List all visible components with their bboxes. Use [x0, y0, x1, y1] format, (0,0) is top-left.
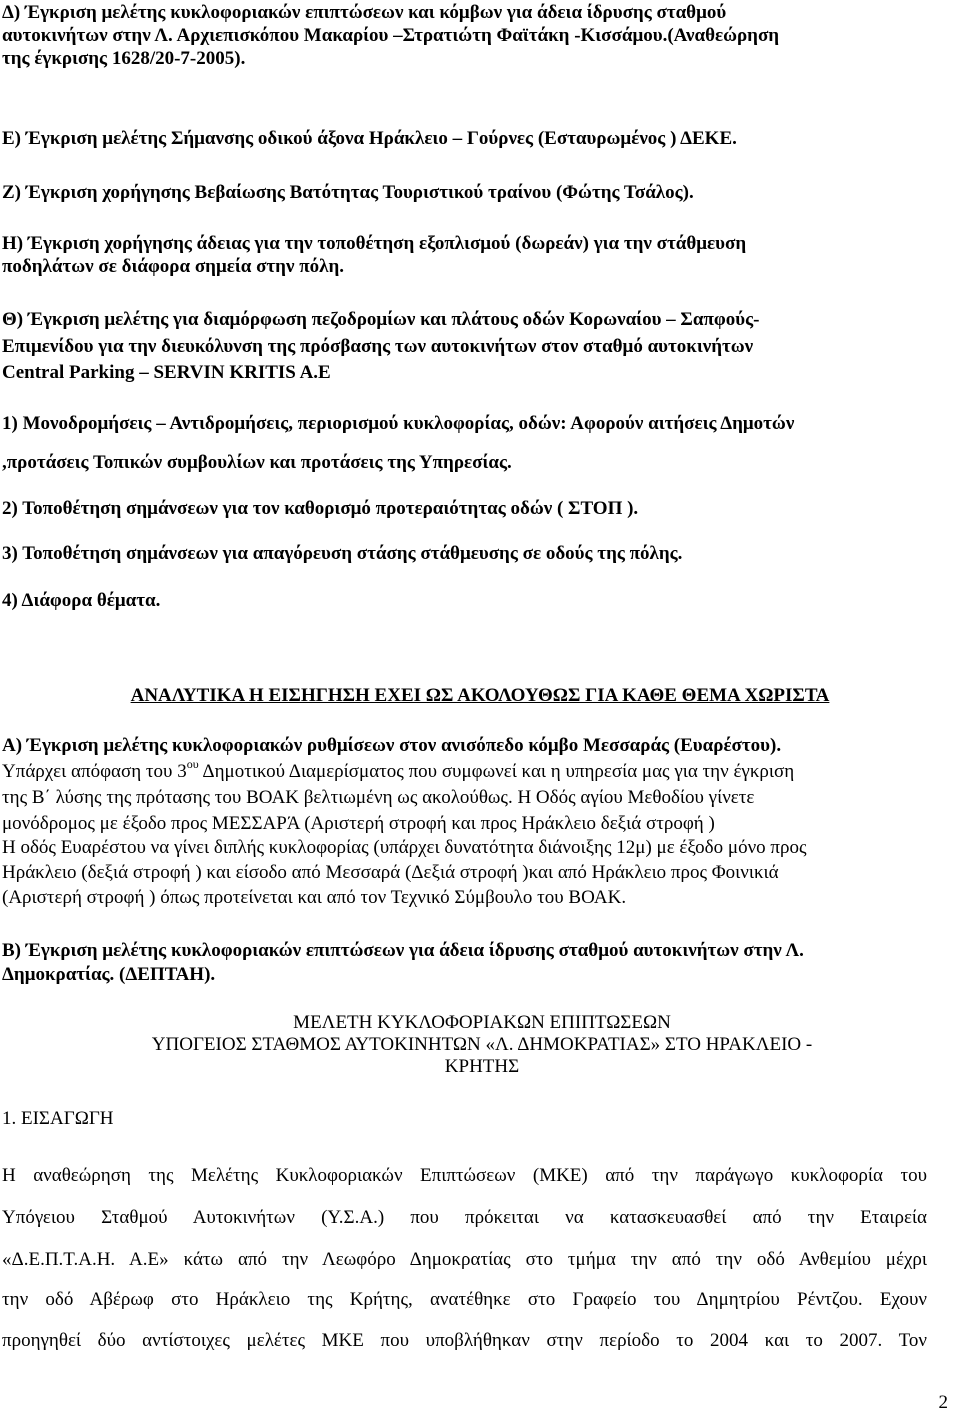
item-3: 3) Τοποθέτηση σημάνσεων για απαγόρευση στάσης στάθμευσης σε οδούς της πόλης. [2, 543, 683, 564]
study-title-line-2: ΥΠΟΓΕΙΟΣ ΣΤΑΘΜΟΣ ΑΥΤΟΚΙΝΗΤΩΝ «Λ. ΔΗΜΟΚΡΑΤΙΑΣ» ΣΤΟ ΗΡΑΚΛΕΙΟ - [151, 1034, 813, 1055]
item-1-line-2: ,προτάσεις Τοπικών συμβουλίων και προτάσεις της Υπηρεσίας. [2, 452, 512, 473]
section-b-title-line-1: Β) Έγκριση μελέτης κυκλοφοριακών επιπτώσεων για άδεια ίδρυσης σταθμού αυτοκινήτων στην Λ. [2, 940, 804, 961]
body-line-2: Υπόγειου Σταθμού Αυτοκινήτων (Υ.Σ.Α.) που πρόκειται να κατασκευασθεί από την Εταιρεία [2, 1207, 927, 1228]
item-z: Ζ) Έγκριση χορήγησης Βεβαίωσης Βατότητας Τουριστικού τραίνου (Φώτης Τσάλος). [2, 182, 694, 203]
item-th-line-2: Επιμενίδου για την διευκόλυνση της πρόσβασης των αυτοκινήτων στον σταθμό αυτοκινήτων [2, 336, 754, 357]
item-h-line-1: Η) Έγκριση χορήγησης άδειας για την τοποθέτηση εξοπλισμού (δωρεάν) για την στάθμευση [2, 233, 747, 254]
item-th-line-3: Central Parking – SERVIN KRITIS A.E [2, 362, 331, 383]
intro-heading: 1. ΕΙΣΑΓΩΓΗ [2, 1108, 114, 1129]
section-a-line-1 [2, 757, 795, 783]
item-2: 2) Τοποθέτηση σημάνσεων για τον καθορισμό προτεραιότητας οδών ( ΣΤΟΠ ). [2, 498, 639, 519]
item-d-line-2: αυτοκινήτων στην Λ. Αρχιεπισκόπου Μακαρίου –Στρατιώτη Φαϊτάκη -Κισσάμου.(Αναθεώρηση [2, 25, 780, 46]
item-th-line-1: Θ) Έγκριση μελέτης για διαμόρφωση πεζοδρομίων και πλάτους οδών Κορωναίου – Σαπφούς- [2, 309, 760, 330]
section-heading: ΑΝΑΛΥΤΙΚΑ Η ΕΙΣΗΓΗΣΗ ΕΧΕΙ ΩΣ ΑΚΟΛΟΥΘΩΣ ΓΙΑ ΚΑΘΕ ΘΕΜΑ ΧΩΡΙΣΤΑ [130, 685, 830, 706]
section-a-line-3: μονόδρομος με έξοδο προς ΜΕΣΣΑΡΆ (Αριστερή στροφή και προς Ηράκλειο δεξιά στροφή ) [2, 813, 715, 834]
item-4: 4) Διάφορα θέματα. [2, 590, 161, 611]
item-h-line-2: ποδηλάτων σε διάφορα σημεία στην πόλη. [2, 256, 344, 277]
section-a-line-6: (Αριστερή στροφή ) όπως προτείνεται και από τον Τεχνικό Σύμβουλο του ΒΟΑΚ. [2, 887, 627, 908]
section-b-title-line-2: Δημοκρατίας. (ΔΕΠΤΑΗ). [2, 964, 216, 985]
item-e: Ε) Έγκριση μελέτης Σήμανσης οδικού άξονα Ηράκλειο – Γούρνες (Εσταυρωμένος ) ΔΕΚΕ. [2, 128, 737, 149]
item-d-line-3: της έγκρισης 1628/20-7-2005). [2, 48, 246, 69]
body-line-5: προηγηθεί δύο αντίστοιχες μελέτες ΜΚΕ που υποβλήθηκαν στην περίοδο το 2004 και το 2007. Τον [2, 1330, 927, 1351]
study-title-line-3: ΚΡΗΤΗΣ [444, 1056, 520, 1077]
study-title-line-1: ΜΕΛΕΤΗ ΚΥΚΛΟΦΟΡΙΑΚΩΝ ΕΠΙΠΤΩΣΕΩΝ [293, 1012, 671, 1033]
section-a-line-2: της Β΄ λύσης της πρότασης του ΒΟΑΚ βελτιωμένη ως ακολούθως. Η Οδός αγίου Μεθοδίου γίνετε [2, 787, 755, 808]
section-a-title: Α) Έγκριση μελέτης κυκλοφοριακών ρυθμίσεων στον ανισόπεδο κόμβο Μεσσαράς (Ευαρέστου). [2, 735, 782, 756]
body-line-1: Η αναθεώρηση της Μελέτης Κυκλοφοριακών Επιπτώσεων (ΜΚΕ) από την παράγωγο κυκλοφορία του [2, 1165, 927, 1186]
section-a-line-4: Η οδός Ευαρέστου να γίνει διπλής κυκλοφορίας (υπάρχει δυνατότητα διάνοιξης 12μ) με έξοδο μόνο προς [2, 837, 807, 858]
section-a-line-1-post: Δημοτικού Διαμερίσματος που συμφωνεί και η υπηρεσία μας για την έγκριση [198, 761, 795, 782]
superscript-ordinal: ου [186, 757, 199, 771]
item-1-line-1: 1) Μονοδρομήσεις – Αντιδρομήσεις, περιορισμού κυκλοφορίας, οδών: Αφορούν αιτήσεις Δημοτών [2, 413, 795, 434]
section-a-line-1-pre: Υπάρχει απόφαση του 3 [2, 761, 187, 782]
item-d-line-1: Δ) Έγκριση μελέτης κυκλοφοριακών επιπτώσεων και κόμβων για άδεια ίδρυσης σταθμού [2, 2, 727, 23]
body-line-3: «Δ.Ε.Π.Τ.Α.Η. Α.Ε» κάτω από την Λεωφόρο Δημοκρατίας στο τμήμα την από την οδό Ανθεμίου μέχρι [2, 1249, 927, 1270]
body-line-4: την οδό Αβέρωφ στο Ηράκλειο της Κρήτης, ανατέθηκε στο Γραφείο του Δημητρίου Ρέντζου. Εχουν [2, 1289, 927, 1310]
page-number: 2 [938, 1392, 948, 1413]
section-a-line-5: Ηράκλειο (δεξιά στροφή ) και είσοδο από Μεσσαρά (Δεξιά στροφή )και από Ηράκλειο προς Φοινικιά [2, 862, 779, 883]
